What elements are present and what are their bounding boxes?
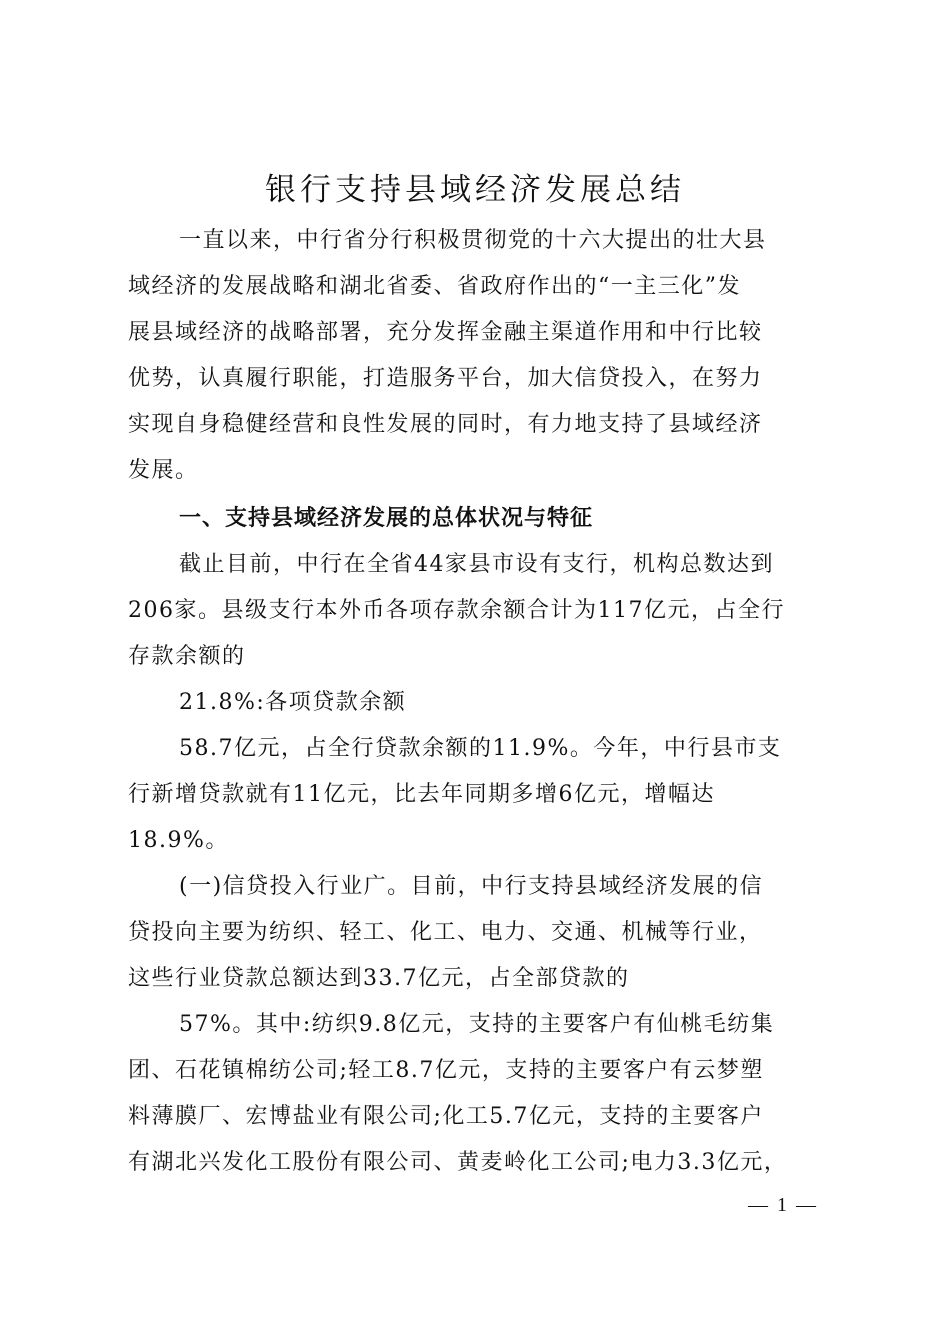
clients-paragraph bbox=[128, 1002, 828, 1186]
paragraph-line: 这些行业贷款总额达到33.7亿元，占全部贷款的 bbox=[128, 966, 630, 991]
paragraph-line: 料薄膜厂、宏博盐业有限公司;化工5.7亿元，支持的主要客户 bbox=[128, 1104, 764, 1129]
paragraph-line: 206家。县级支行本外币各项存款余额合计为117亿元，占全行 bbox=[128, 598, 785, 623]
paragraph-line: 域经济的发展战略和湖北省委、省政府作出的“一主三化”发 bbox=[128, 274, 741, 299]
paragraph-line: 21.8%:各项贷款余额 bbox=[179, 690, 407, 715]
document-title: 银行支持县域经济发展总结 bbox=[265, 172, 685, 208]
section-heading bbox=[128, 496, 828, 542]
paragraph-line: 截止目前，中行在全省44家县市设有支行，机构总数达到 bbox=[179, 552, 774, 577]
intro-paragraph bbox=[128, 218, 828, 494]
paragraph-line: 贷投向主要为纺织、轻工、化工、电力、交通、机械等行业， bbox=[128, 920, 763, 945]
paragraph-line: 团、石花镇棉纺公司;轻工8.7亿元，支持的主要客户有云梦塑 bbox=[128, 1058, 764, 1083]
paragraph-line: 58.7亿元，占全行贷款余额的11.9%。今年，中行县市支 bbox=[179, 736, 782, 761]
paragraph-line: 优势，认真履行职能，打造服务平台，加大信贷投入，在努力 bbox=[128, 366, 763, 391]
paragraph-line: (一)信贷投入行业广。目前，中行支持县域经济发展的信 bbox=[179, 874, 764, 899]
paragraph-line: 存款余额的 bbox=[128, 644, 246, 669]
stats-paragraph bbox=[128, 542, 828, 680]
section-heading-text: 一、支持县域经济发展的总体状况与特征 bbox=[179, 506, 594, 531]
page-number: — 1 — bbox=[748, 1194, 818, 1216]
paragraph-line: 实现自身稳健经营和良性发展的同时，有力地支持了县域经济 bbox=[128, 412, 763, 437]
industry-paragraph bbox=[128, 864, 828, 1002]
paragraph-line: 行新增贷款就有11亿元，比去年同期多增6亿元，增幅达 bbox=[128, 782, 715, 807]
paragraph-line: 18.9%。 bbox=[128, 828, 229, 853]
paragraph-line: 展县域经济的战略部署，充分发挥金融主渠道作用和中行比较 bbox=[128, 320, 763, 345]
paragraph-line: 有湖北兴发化工股份有限公司、黄麦岭化工公司;电力3.3亿元， bbox=[128, 1150, 788, 1175]
loan-paragraph bbox=[128, 726, 828, 864]
stats-fragment bbox=[128, 680, 828, 726]
paragraph-line: 发展。 bbox=[128, 458, 199, 483]
paragraph-line: 一直以来，中行省分行积极贯彻党的十六大提出的壮大县 bbox=[179, 228, 767, 253]
paragraph-line: 57%。其中:纺织9.8亿元，支持的主要客户有仙桃毛纺集 bbox=[179, 1012, 775, 1037]
